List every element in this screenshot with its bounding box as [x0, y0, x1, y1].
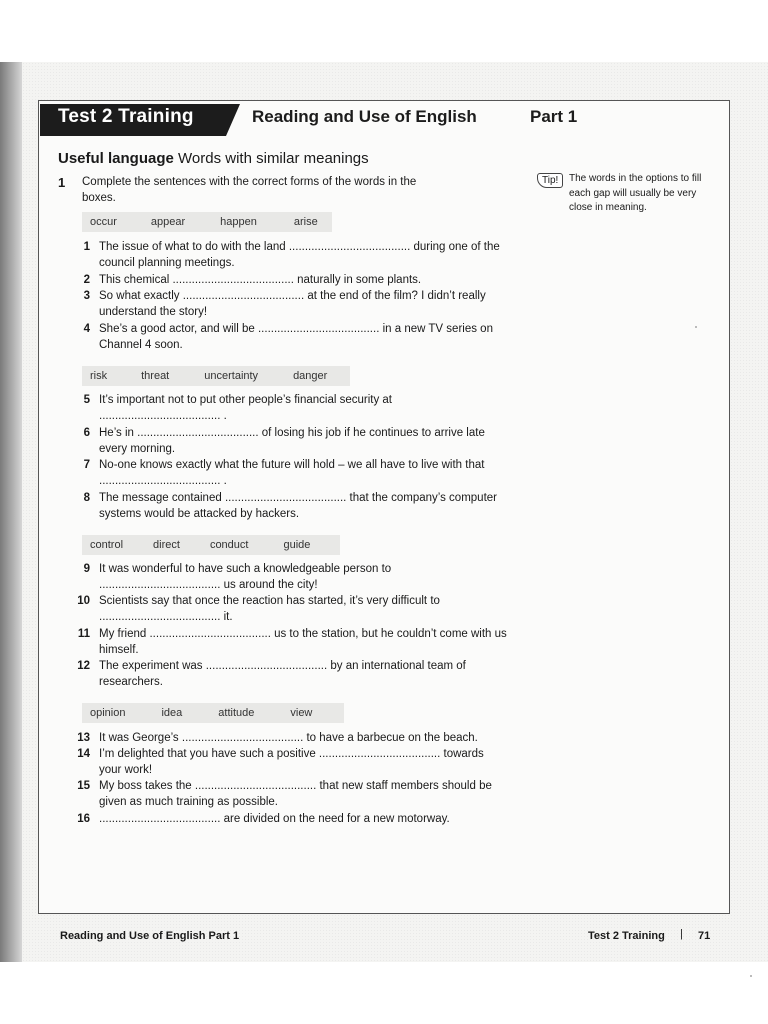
word-box-word: guide	[283, 539, 311, 551]
item-number: 10	[77, 595, 90, 607]
item-number: 6	[83, 427, 90, 439]
tip-text: The words in the options to fill each gap will usually be very close in meaning.	[569, 173, 702, 213]
footer-separator: |	[680, 928, 683, 940]
item-text: The experiment was ...................................... by an international team of researchers.	[99, 660, 466, 689]
item-text: Scientists say that once the reaction has started, it’s very difficult to ...................................... it.	[99, 595, 440, 624]
word-box-word: arise	[293, 216, 318, 228]
exercise-number: 1	[58, 175, 66, 190]
word-box-word: danger	[293, 370, 328, 382]
scan-left-edge	[0, 62, 22, 962]
item-number: 13	[77, 732, 90, 744]
item-text: She’s a good actor, and will be ...................................... in a new TV series on Channel 4 soon.	[99, 323, 493, 352]
item-text: No-one knows exactly what the future will hold – we all have to live with that ...................................... .	[99, 459, 485, 488]
item-number: 4	[83, 323, 90, 335]
word-box-word: occur	[90, 216, 117, 228]
item-text: My friend ...................................... us to the station, but he couldn’t come with us himself.	[99, 628, 507, 657]
part-title: Part 1	[530, 107, 578, 126]
word-box-word: control	[90, 539, 124, 551]
page-number: 71	[698, 930, 711, 942]
item-number: 11	[77, 628, 90, 640]
word-box-word: idea	[161, 707, 183, 719]
item-text: It was George’s ...................................... to have a barbecue on the beach.	[99, 732, 478, 744]
word-box-word: conduct	[209, 539, 249, 551]
section-title: Reading and Use of English	[252, 107, 477, 126]
item-number: 8	[83, 492, 90, 504]
word-box-word: appear	[150, 216, 186, 228]
scan-speck	[750, 975, 752, 977]
item-text: It’s important not to put other people’s financial security at ...................................... .	[99, 394, 392, 423]
word-box-word: uncertainty	[204, 370, 259, 382]
item-text: This chemical ...................................... naturally in some plants.	[99, 274, 422, 286]
word-box-word: opinion	[90, 707, 126, 719]
item-number: 15	[77, 780, 90, 792]
scan-top-margin	[0, 0, 768, 62]
word-box-3	[82, 535, 340, 555]
item-text: It was wonderful to have such a knowledgeable person to ...................................... us around the city!	[99, 563, 392, 592]
scan-speck	[695, 326, 697, 328]
item-number: 14	[77, 748, 90, 760]
word-box-word: view	[290, 707, 313, 719]
word-box-word: risk	[90, 370, 108, 382]
item-number: 9	[83, 563, 90, 575]
tip-badge: Tip!	[537, 173, 563, 188]
item-text: So what exactly ...................................... at the end of the film? I didn’t really understand the story!	[99, 290, 486, 319]
word-box-word: attitude	[218, 707, 255, 719]
footer-test: Test 2 Training	[588, 930, 665, 942]
item-text: The issue of what to do with the land ...................................... during one of the council planning meetings.	[99, 241, 500, 270]
exercise-instructions: Complete the sentences with the correct forms of the words in the boxes.	[82, 176, 417, 204]
useful-language-heading	[58, 150, 369, 167]
item-number: 1	[83, 241, 90, 253]
item-number: 3	[83, 290, 90, 302]
useful-language-label: Useful language	[58, 150, 174, 167]
item-text: ...................................... are divided on the need for a new motorway.	[99, 813, 450, 825]
item-number: 7	[83, 459, 90, 471]
item-number: 12	[77, 660, 90, 672]
footer-section: Reading and Use of English Part 1	[60, 930, 240, 942]
word-box-1	[82, 212, 332, 232]
word-box-2	[82, 366, 350, 386]
item-text: The message contained ...................................... that the company’s computer systems would be attacked by hackers.	[99, 492, 497, 521]
useful-language-topic: Words with similar meanings	[178, 150, 369, 167]
item-number: 2	[83, 274, 90, 286]
item-text: I’m delighted that you have such a positive ...................................... towards your work!	[99, 748, 484, 777]
item-text: He’s in ...................................... of losing his job if he continues to arrive late every morning.	[99, 427, 485, 456]
word-box-word: happen	[220, 216, 257, 228]
test-label: Test 2 Training	[58, 106, 194, 127]
word-box-word: threat	[141, 370, 170, 382]
item-text: My boss takes the ...................................... that new staff members should be given as much training as possible.	[99, 780, 492, 809]
item-number: 5	[83, 394, 90, 406]
word-box-word: direct	[153, 539, 180, 551]
item-number: 16	[77, 813, 90, 825]
word-box-4	[82, 703, 344, 723]
